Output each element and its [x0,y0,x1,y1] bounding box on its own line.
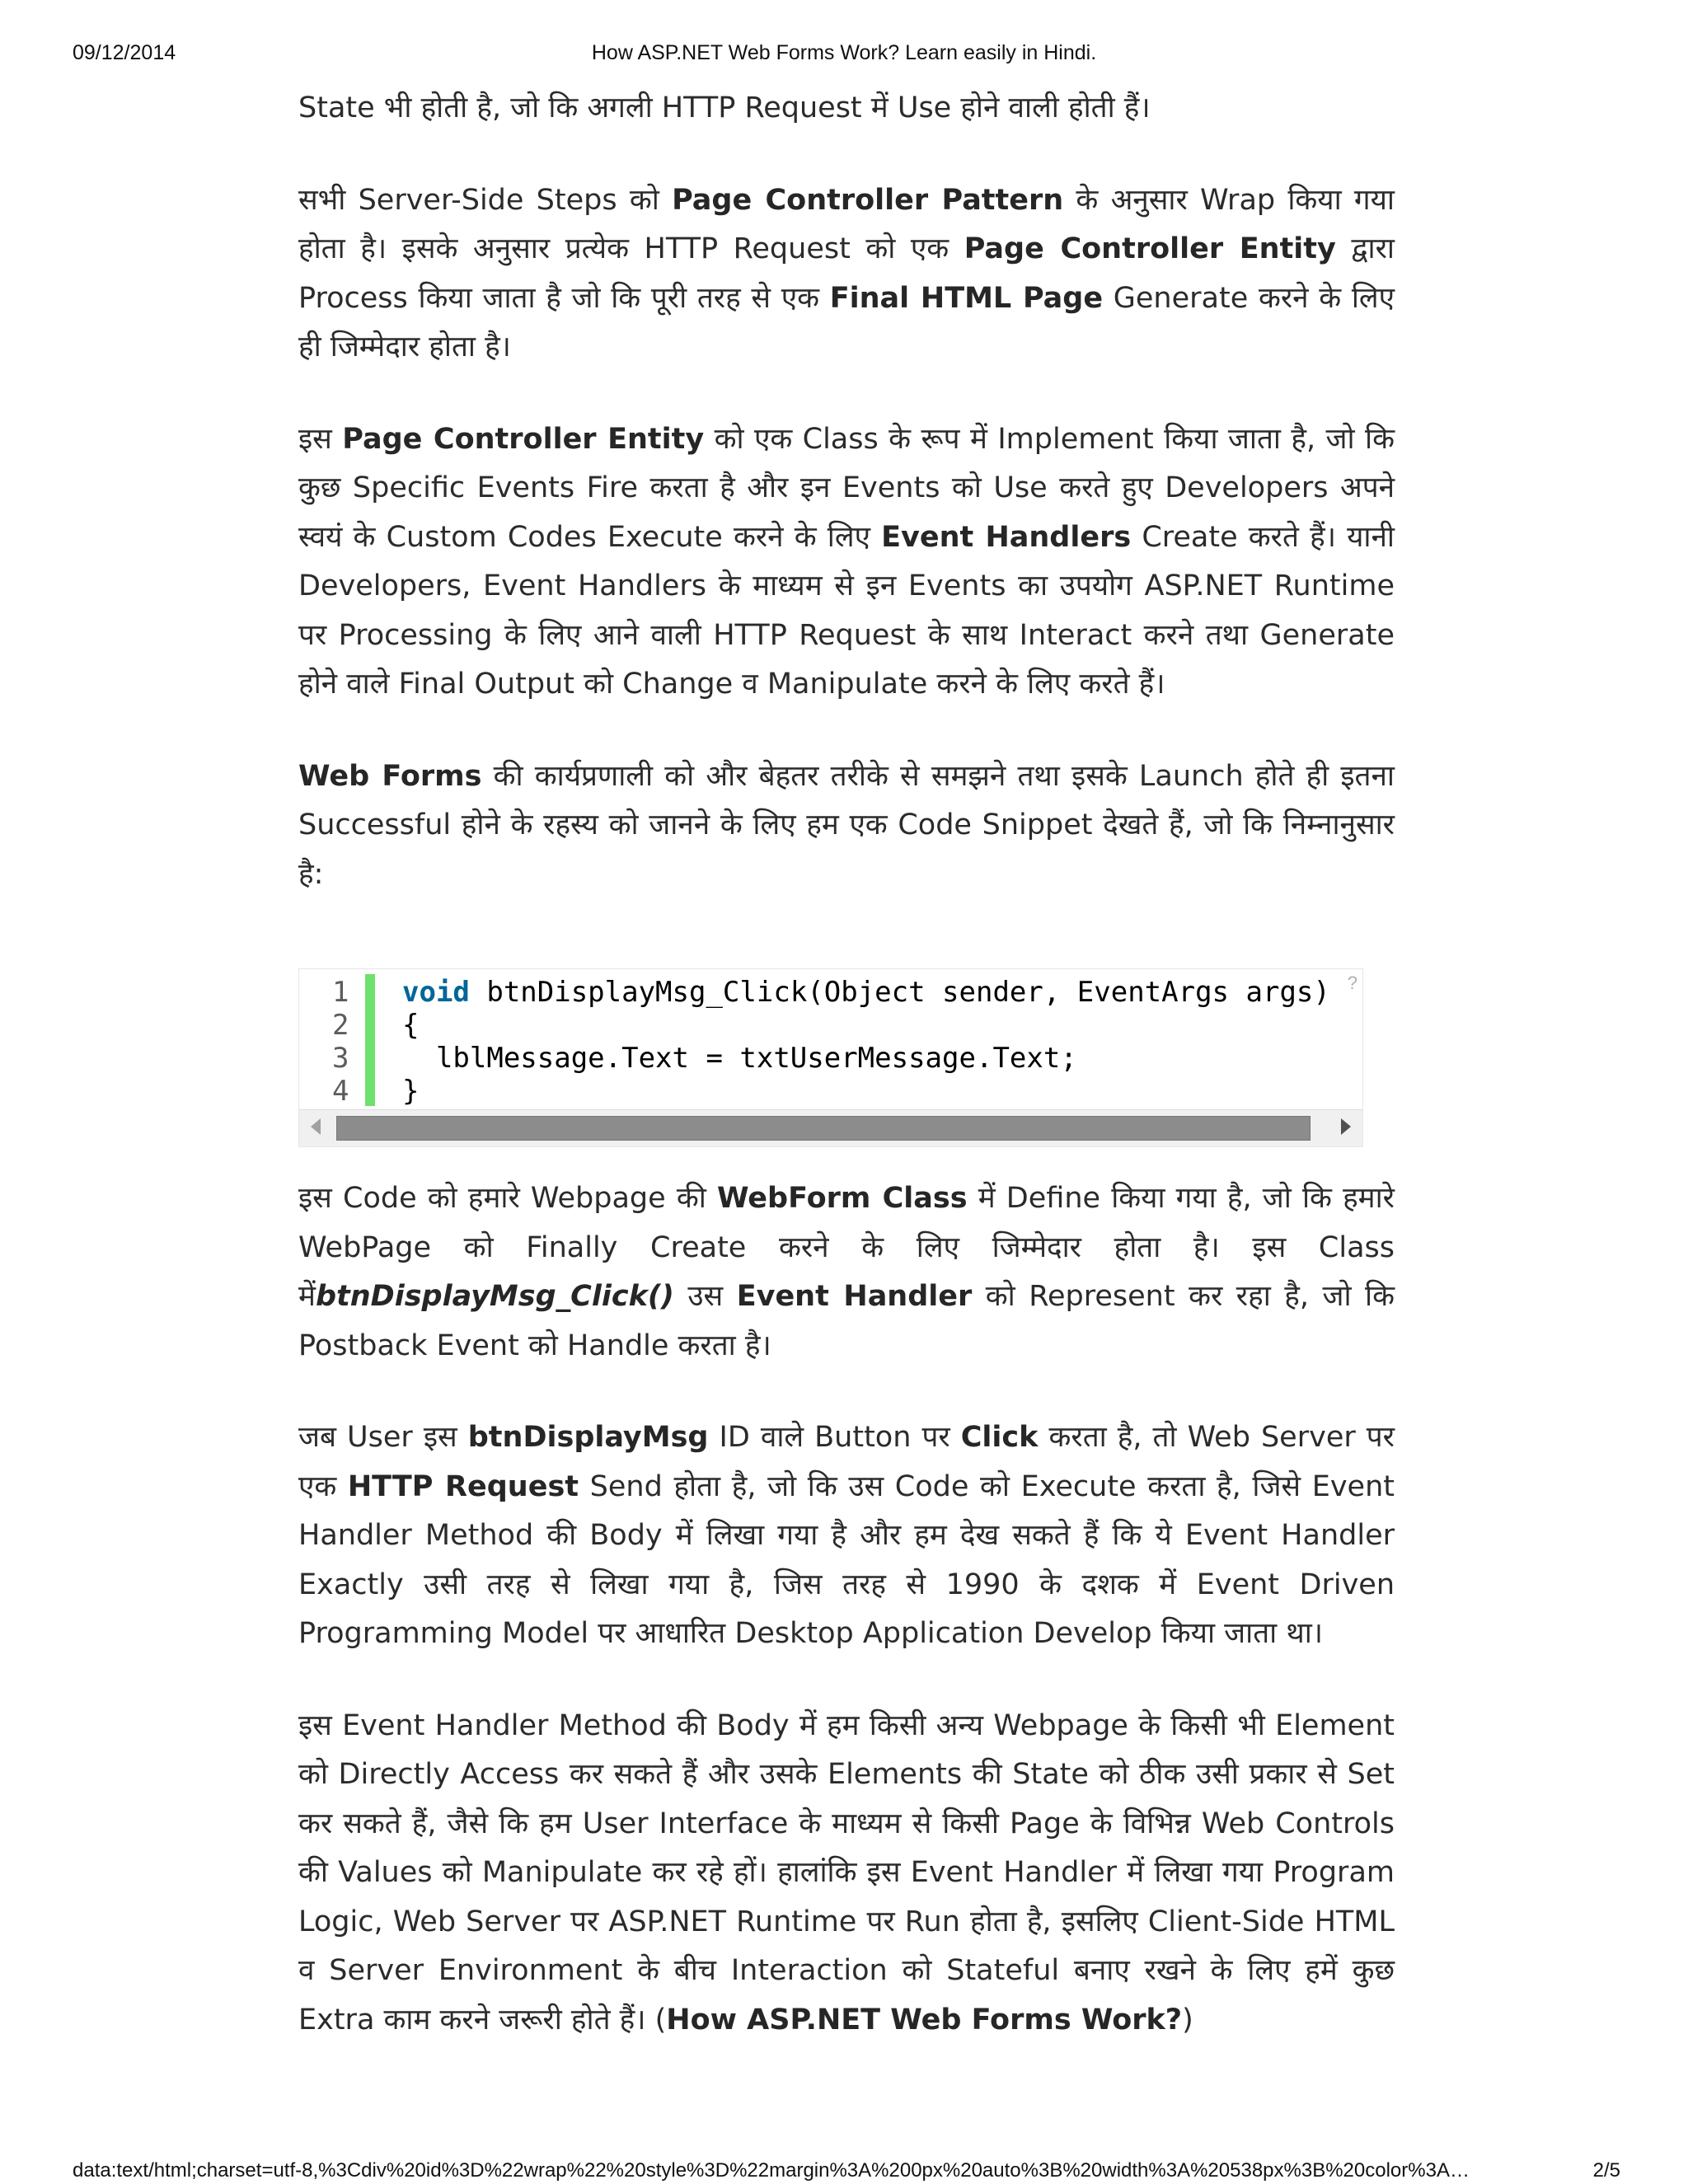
article-body-bottom [298,1174,1395,2045]
code-help-link[interactable]: ? [1347,972,1357,993]
paragraph-2: सभी Server-Side Steps को Page Controller Pattern के अनुसार Wrap किया गया होता है। इसके अनुसार प्रत्येक HTTP Request को एक Page Controller Entity द्वारा Process किया जाता है जो कि पूरी तरह से एक Final HTML Page Generate करने के लिए ही जिम्मेदार होता है। [298,183,1395,363]
print-page-title: How ASP.NET Web Forms Work? Learn easily in Hindi. [591,41,1097,64]
paragraph-7: इस Event Handler Method की Body में हम किसी अन्य Webpage के किसी भी Element को Directly Access कर सकते हैं और उसके Elements की State को ठीक उसी प्रकार से Set कर सकते हैं, जैसे कि हम User Interface के माध्यम से किसी Page के विभिन्न Web Controls की Values को Manipulate कर रहे हों। हालांकि इस Event Handler में लिखा गया Program Logic, Web Server पर ASP.NET Runtime पर Run होता है, इसलिए Client-Side HTML व Server Environment के बीच Interaction को Stateful बनाए रखने के लिए हमें कुछ Extra काम करने जरूरी होते हैं। (How ASP.NET Web Forms Work?) [298,1708,1395,2036]
print-date: 09/12/2014 [73,41,176,64]
paragraph-6: जब User इस btnDisplayMsg ID वाले Button पर Click करता है, तो Web Server पर एक HTTP Request Send होता है, जो कि उस Code को Execute करता है, जिसे Event Handler Method की Body में लिखा गया है और हम देख सकते हैं कि ये Event Handler Exactly उसी तरह से लिखा गया है, जिस तरह से 1990 के दशक में Event Driven Programming Model पर आधारित Desktop Application Develop किया जाता था। [298,1421,1395,1650]
code-gutter-bar [365,974,375,1106]
article-body-top [298,84,1395,899]
code-line-3: lblMessage.Text = txtUserMessage.Text; [402,1042,1077,1075]
line-number: 3 [332,1042,349,1075]
paragraph-4: Web Forms की कार्यप्रणाली को और बेहतर तरीके से समझने तथा इसके Launch होते ही इतना Successful होने के रहस्य को जानने के लिए हम एक Code Snippet देखते हैं, जो कि निम्नानुसार है: [298,759,1395,891]
paragraph-5: इस Code को हमारे Webpage की WebForm Class में Define किया गया है, जो कि हमारे WebPage को Finally Create करने के लिए जिम्मेदार होता है। इस Class मेंbtnDisplayMsg_Click() उस Event Handler को Represent कर रहा है, जो कि Postback Event को Handle करता है। [298,1182,1395,1362]
scroll-left-arrow-icon[interactable] [311,1118,321,1135]
code-line-4: } [402,1075,420,1108]
line-number: 1 [332,976,349,1009]
paragraph-3: इस Page Controller Entity को एक Class के रूप में Implement किया जाता है, जो कि कुछ Specific Events Fire करता है और इन Events को Use करते हुए Developers अपने स्वयं के Custom Codes Execute करने के लिए Event Handlers Create करते हैं। यानी Developers, Event Handlers के माध्यम से इन Events का उपयोग ASP.NET Runtime पर Processing के लिए आने वाली HTTP Request के साथ Interact करने तथा Generate होने वाले Final Output को Change व Manipulate करने के लिए करते हैं। [298,422,1395,701]
line-number: 2 [332,1009,349,1042]
code-line-1: void btnDisplayMsg_Click(Object sender, EventArgs args) [402,976,1330,1009]
paragraph-1: State भी होती है, जो कि अगली HTTP Request में Use होने वाली होती हैं। [298,91,1151,124]
horizontal-scrollbar[interactable] [299,1109,1362,1146]
line-number: 4 [332,1075,349,1108]
page-number: 2/5 [1592,2159,1620,2182]
code-line-2: { [402,1009,420,1042]
scroll-right-arrow-icon[interactable] [1341,1118,1351,1135]
code-snippet [298,968,1363,1147]
print-source-url: data:text/html;charset=utf-8,%3Cdiv%20id%3D%22wrap%22%20style%3D%22margin%3A%200px%20auto%3B%20width%3A%20538px%3B%20color%3A… [73,2159,1470,2182]
scrollbar-thumb[interactable] [336,1116,1311,1141]
